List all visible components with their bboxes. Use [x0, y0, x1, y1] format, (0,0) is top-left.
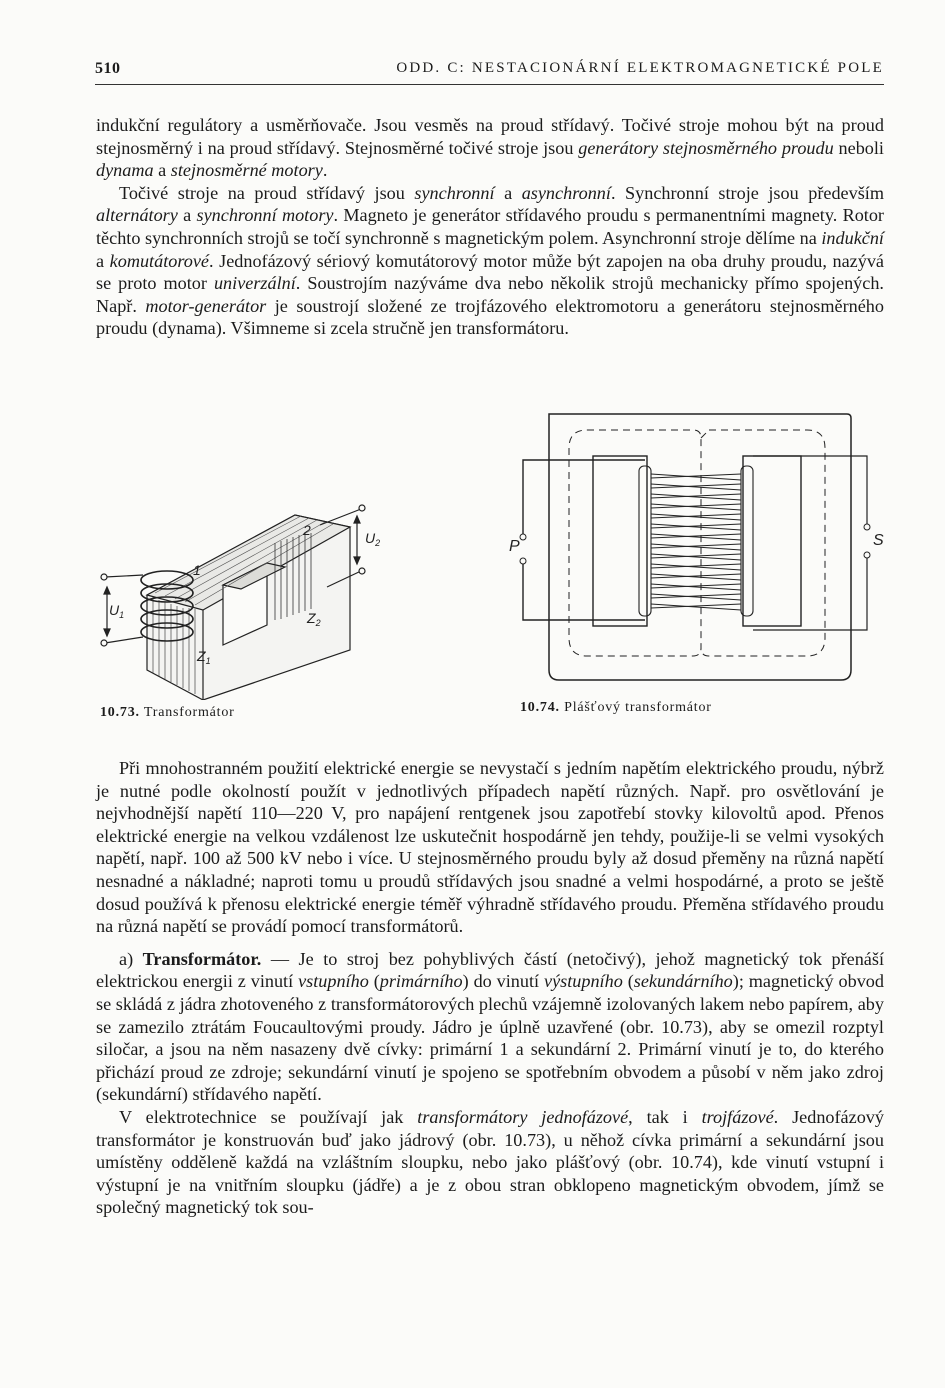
running-title: ODD. C: NESTACIONÁRNÍ ELEKTROMAGNETICKÉ POLE [396, 60, 884, 76]
label-coil-2: 2 [303, 522, 311, 538]
label-secondary: S [873, 532, 884, 549]
label-z1: $Z_1$ [197, 648, 211, 666]
label-coil-1: 1 [193, 562, 201, 578]
label-u2: $U_2$ [365, 530, 381, 548]
label-u1: $U_1$ [109, 602, 125, 620]
body-text [96, 757, 884, 1219]
figure-shell-transformer [505, 408, 885, 693]
figure-core-transformer [95, 495, 385, 700]
label-z2: $Z_2$ [307, 610, 321, 628]
paragraph-1: indukční regulátory a usměrňovače. Jsou vesměs na proud střídavý. Točivé stroje mohou být na proud stejnosměrný i na proud střídavý. Stejnosměrné točivé stroje jsou generátory stejnosměrného proudu neboli dynama a stejnosměrné motory. [96, 115, 884, 181]
page-header [95, 58, 884, 85]
label-primary: P [509, 538, 520, 555]
paragraph-3: Při mnohostranném použití elektrické energie se nevystačí s jedním napětím elektrického proudu, nýbrž je nutné podle okolností použít v jednotlivých případech napětí různých. Např. pro osvětlování je nejvhodnější napětí 110—220 V, pro napájení rentgenek jsou zapotřebí stovky kilovoltů apod. Přenos elektrické energie na velkou vzdálenost lze uskutečnit hospodárně jen tehdy, použije-li se velmi vysokých napětí, např. 100 až 500 kV nebo i více. U stejnosměrného proudu byly až dosud přeměny na různá napětí nesnadné a nákladné; naproti tomu u proudů střídavých jsou snadné a velmi hospodárné, a proto se ještě dosud používá k přenosu elektrické energie téměř výhradně střídavého proudu. Přeměna střídavého proudu na různá napětí se provádí pomocí transformátorů. [96, 758, 884, 937]
paragraph-2: Točivé stroje na proud střídavý jsou synchronní a asynchronní. Synchronní stroje jsou především alternátory a synchronní motory. Magneto je generátor střídavého proudu s permanentními magnety. Rotor těchto synchronních strojů se točí synchronně s magnetickým polem. Asynchronní stroje dělíme na indukční a komutátorové. Jednofázový sériový komutátorový motor může být zapojen na oba druhy proudu, nazývá se proto motor univerzální. Soustrojím nazýváme dva nebo několik strojů mechanicky přímo spojených. Např. motor-generátor je soustrojí složené ze trojfázového elektromotoru a generátoru stejnosměrného proudu (dynama). Všimneme si zcela stručně jen transformátoru. [96, 182, 884, 339]
paragraph-5: V elektrotechnice se používají jak transformátory jednofázové, tak i trojfázové. Jednofázový transformátor je konstruován buď jako jádrový (obr. 10.73), u něhož cívka primární a sekundární jsou umístěny odděleně každá na vzláštním sloupku, nebo jako plášťový (obr. 10.74), kde vinutí vstupní i výstupní je na vnitřním sloupku (jádře) a je z obou stran obklopeno magnetickým obvodem, jímž se společný magnetický tok sou- [96, 1106, 884, 1218]
intro-text [96, 114, 884, 340]
page-number: 510 [95, 60, 121, 77]
paragraph-4: a) Transformátor. — Je to stroj bez pohyblivých částí (netočivý), jehož magnetický tok přenáší elektrickou energii z vinutí vstupního (primárního) do vinutí výstupního (sekundárního); magnetický obvod se skládá z jádra zhotoveného z transformátorových plechů vzájemně izolovaných lakem nebo papírem, aby se zamezilo ztrátám Foucaultovými proudy. Jádro je úplně uzavřené (obr. 10.73), aby se omezil rozptyl siločar, a jsou na něm nasazeny dvě cívky: primární 1 a sekundární 2. Primární vinutí je to, do kterého přichází proud ze zdroje; sekundární vinutí je spojeno se spotřebním obvodem a působí v něm jako zdroj (sekundární) střídavého napětí. [96, 948, 884, 1105]
caption-fig-10-73: 10.73. Transformátor [100, 705, 235, 720]
caption-fig-10-74: 10.74. Plášťový transformátor [520, 700, 712, 715]
